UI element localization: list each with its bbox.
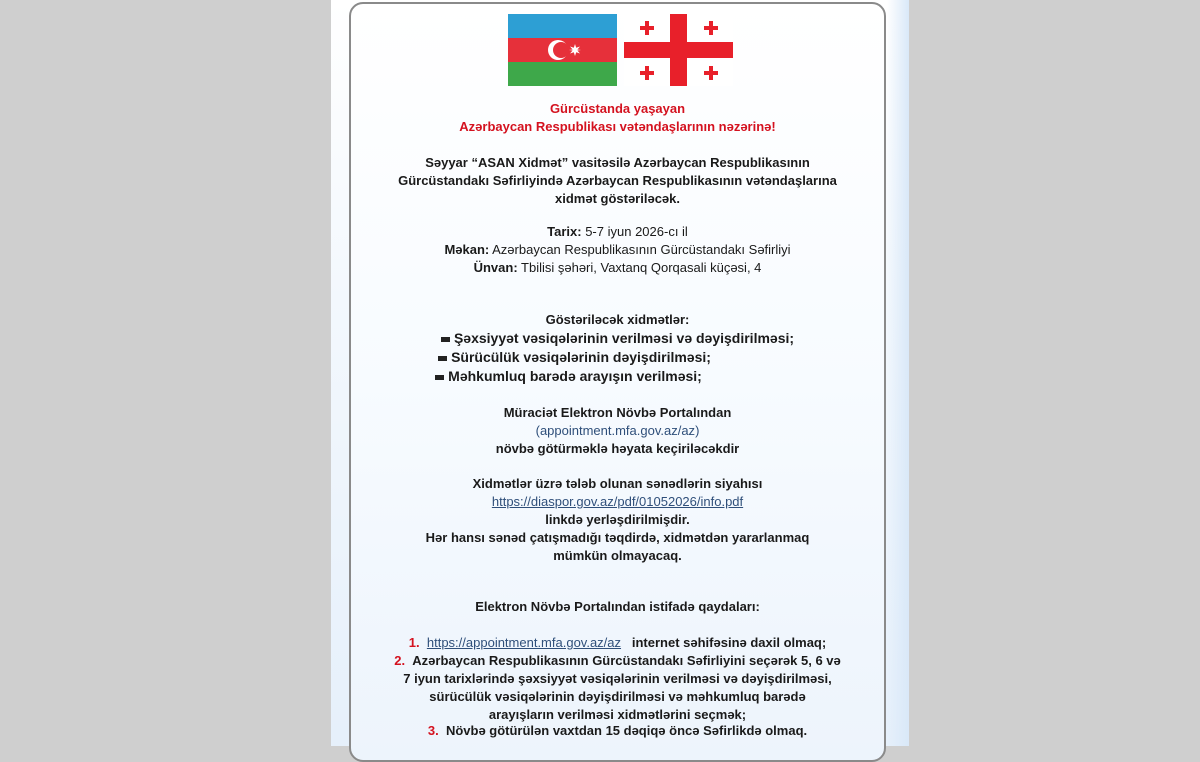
- heading-line-2: Azərbaycan Respublikası vətəndaşlarının nəzərinə!: [459, 119, 776, 134]
- intro-line-1: Səyyar “ASAN Xidmət” vasitəsilə Azərbaycan Respublikasının: [425, 155, 810, 170]
- appeal-link-line: (appointment.mfa.gov.az/az): [535, 423, 700, 438]
- heading-line-1: Gürcüstanda yaşayan: [549, 101, 686, 116]
- date-value: 5-7 iyun 2026-cı il: [581, 224, 688, 239]
- address-line: [349, 259, 886, 277]
- service-item: Şəxsiyyət vəsiqələrinin verilməsi və dəyişdirilməsi;: [349, 329, 886, 347]
- address-value: Tbilisi şəhəri, Vaxtanq Qorqasali küçəsi, 4: [517, 260, 762, 275]
- place-line: [349, 241, 886, 259]
- service-item: Sürücülük vəsiqələrinin dəyişdirilməsi;: [306, 348, 843, 366]
- bullet-icon: [441, 337, 450, 342]
- flag-georgia: [624, 14, 733, 86]
- documents-line-1: Xidmətlər üzrə tələb olunan sənədlərin siyahısı: [472, 476, 763, 491]
- flags-row: [508, 14, 733, 86]
- rule-step-2-line-1: 2. Azərbaycan Respublikasının Gürcüstandakı Səfirliyini seçərək 5, 6 və: [394, 653, 841, 668]
- address-label: Ünvan:: [473, 260, 518, 275]
- services-title: Göstəriləcək xidmətlər:: [545, 312, 690, 327]
- flag-azerbaijan: [508, 14, 617, 86]
- documents-link[interactable]: https://diaspor.gov.az/pdf/01052026/info.pdf: [491, 494, 744, 509]
- documents-line-3: linkdə yerləşdirilmişdir.: [545, 512, 690, 527]
- appointment-link[interactable]: appointment.mfa.gov.az/az: [539, 423, 696, 438]
- place-label: Məkan:: [444, 242, 490, 257]
- documents-link-line: [349, 493, 886, 511]
- rule-step-2-line-4: arayışların verilməsi xidmətlərini seçmək;: [488, 707, 747, 722]
- rule-step-2-line-3: sürücülük vəsiqələrinin dəyişdirilməsi və məhkumluq barədə: [429, 689, 806, 704]
- intro-line-2: Gürcüstandakı Səfirliyində Azərbaycan Respublikasının vətəndaşlarına: [398, 173, 837, 188]
- documents-line-4: Hər hansı sənəd çatışmadığı təqdirdə, xidmətdən yararlanmaq: [425, 530, 810, 545]
- rule-step-2-line-2: 7 iyun tarixlərində şəxsiyyət vəsiqələrinin verilməsi və dəyişdirilməsi,: [403, 671, 832, 686]
- appeal-line-1: Müraciət Elektron Növbə Portalından: [503, 405, 732, 420]
- portal-link[interactable]: https://appointment.mfa.gov.az/az: [426, 635, 622, 650]
- rule-step-3: 3. Növbə götürülən vaxtdan 15 dəqiqə öncə Səfirlikdə olmaq.: [427, 723, 808, 738]
- place-value: Azərbaycan Respublikasının Gürcüstandakı Səfirliyi: [489, 242, 791, 257]
- intro-line-3: xidmət göstəriləcək.: [555, 191, 680, 206]
- bullet-icon: [438, 356, 447, 361]
- cross-icon: [704, 66, 718, 80]
- date-label: Tarix:: [547, 224, 582, 239]
- appeal-line-3: növbə götürməklə həyata keçiriləcəkdir: [495, 441, 740, 456]
- service-item: Məhkumluq barədə arayışın verilməsi;: [300, 367, 837, 385]
- star-icon: [569, 44, 581, 56]
- cross-icon: [704, 21, 718, 35]
- date-line: [349, 223, 886, 241]
- rules-title: Elektron Növbə Portalından istifadə qaydaları:: [475, 599, 760, 614]
- bullet-icon: [435, 375, 444, 380]
- rule-step-1: 1. https://appointment.mfa.gov.az/az internet səhifəsinə daxil olmaq;: [408, 635, 827, 650]
- cross-icon: [640, 66, 654, 80]
- cross-icon: [640, 21, 654, 35]
- documents-line-5: mümkün olmayacaq.: [553, 548, 682, 563]
